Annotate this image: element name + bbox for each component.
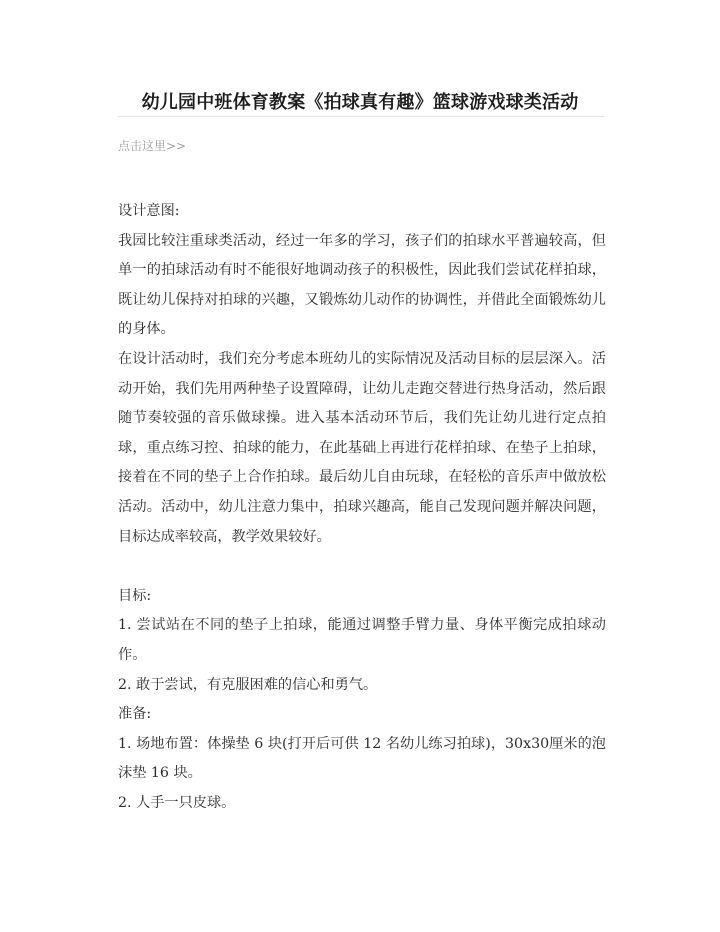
design-intent-paragraph-2: 在设计活动时，我们充分考虑本班幼儿的实际情况及活动目标的层层深入。活动开始，我们先用两种垫子设置障碍，让幼儿走跑交替进行热身活动，然后跟随节奏较强的音乐做球操。进入基本活动环节后，我们先让幼儿进行定点拍球，重点练习控、拍球的能力，在此基础上再进行花样拍球、在垫子上拍球，接着在不同的垫子上合作拍球。最后幼儿自由玩球，在轻松的音乐声中做放松活动。活动中，幼儿注意力集中，拍球兴趣高，能自己发现问题并解决问题，目标达成率较高，教学效果较好。 (118, 350, 606, 545)
goal-item-1: 1. 尝试站在不同的垫子上拍球，能通过调整手臂力量、身体平衡完成拍球动作。 (118, 617, 606, 663)
document-body (118, 197, 606, 818)
goal-item-2: 2. 敢于尝试，有克服困难的信心和勇气。 (118, 676, 378, 693)
design-intent-paragraph-1: 我园比较注重球类活动，经过一年多的学习，孩子们的拍球水平普遍较高，但单一的拍球活动有时不能很好地调动孩子的积极性，因此我们尝试花样拍球，既让幼儿保持对拍球的兴趣，又锻炼幼儿动作的协调性，并借此全面锻炼幼儿的身体。 (118, 232, 606, 338)
click-here-link[interactable]: 点击这里>> (118, 139, 187, 153)
section-heading-preparation: 准备: (118, 706, 152, 723)
section-heading-goals: 目标: (118, 587, 152, 604)
preparation-item-1: 1. 场地布置：体操垫 6 块(打开后可供 12 名幼儿练习拍球)，30x30厘米的泡沫垫 16 块。 (118, 735, 606, 782)
document-title: 幼儿园中班体育教案《拍球真有趣》篮球游戏球类活动 (141, 92, 579, 113)
section-heading-design-intent: 设计意图: (118, 203, 180, 219)
title-divider (118, 116, 604, 117)
paragraph-gap (118, 552, 606, 582)
preparation-item-2: 2. 人手一只皮球。 (118, 794, 236, 811)
